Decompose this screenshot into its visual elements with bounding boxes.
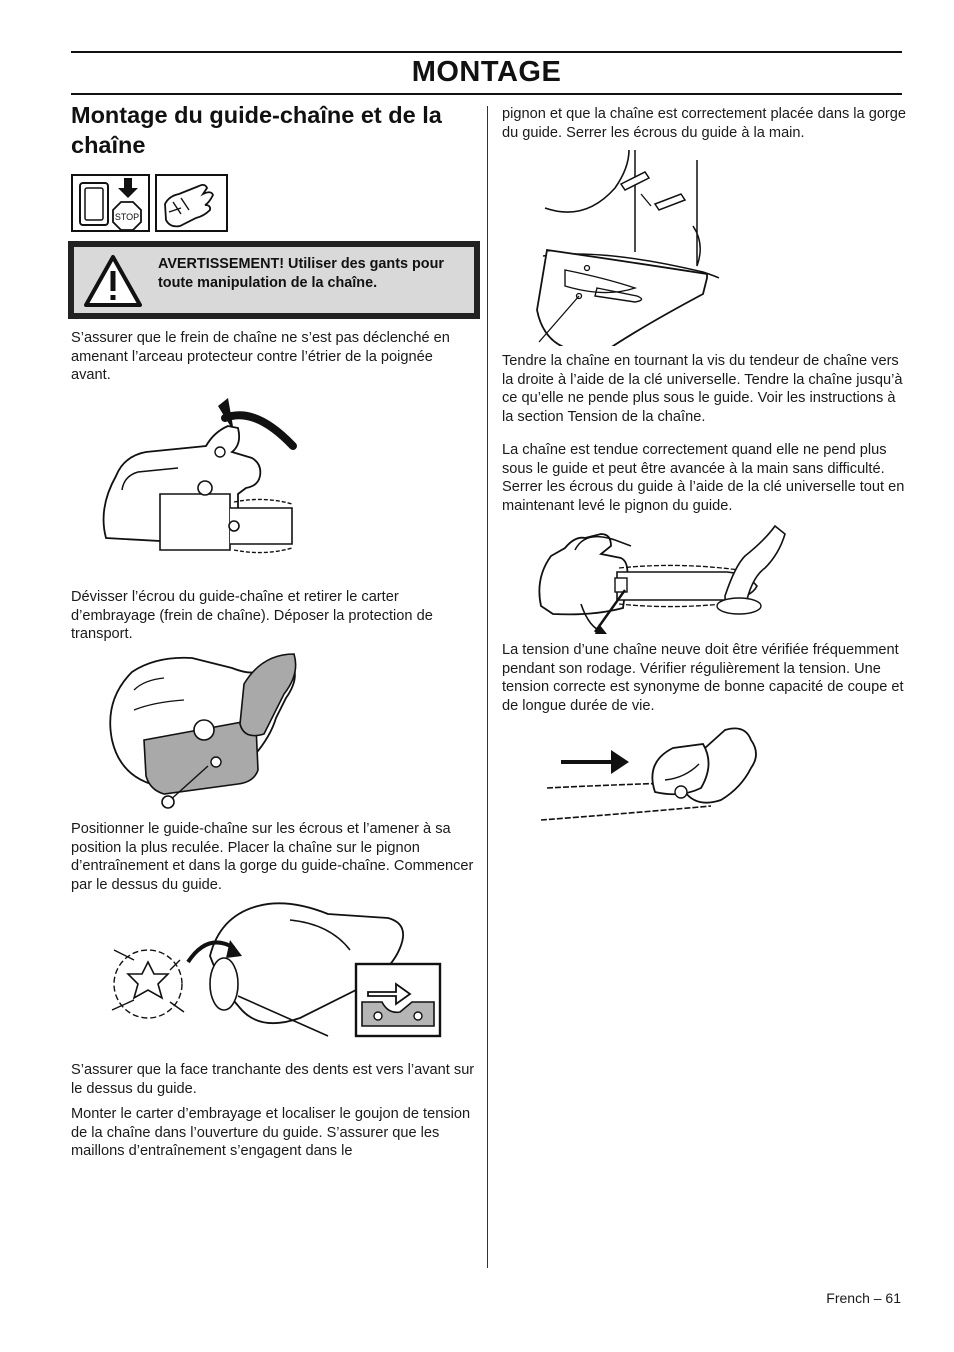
stop-sign-label: STOP — [114, 212, 140, 222]
gloves-icon — [155, 174, 228, 232]
paragraph-new-chain: La tension d’une chaîne neuve doit être vérifiée fréquemment pendant son rodage. Vérifier régulièrement la tension. Une tension correcte est synonyme de bonne capacité de coupe et de longue durée de vie. — [502, 642, 904, 714]
header-rule-bottom — [71, 93, 902, 95]
paragraph-correct-tension: La chaîne est tendue correctement quand elle ne pend plus sous le guide et peut être avancée à la main sans difficulté. Serrer les écrous du guide à l’aide de la clé universelle tout en maintenant levé le pignon du guide. — [502, 442, 905, 514]
paragraph-tension-chain: Tendre la chaîne en tournant la vis du tendeur de chaîne vers la droite à l’aide de la clé universelle. Tendre la chaîne jusqu’à ce qu’elle ne pende plus sous le guide. Voir les instructions à la section Tension de la chaîne. — [502, 353, 903, 425]
glove-pulling-chain-illustration — [535, 720, 765, 830]
paragraph-remove-cover: Dévisser l’écrou du guide-chaîne et retirer le carter d’embrayage (frein de chaîne). Déposer la protection de transport. — [71, 589, 433, 643]
paragraph-sprocket-fit: pignon et que la chaîne est correctement placée dans la gorge du guide. Serrer les écrous du guide à la main. — [502, 106, 907, 141]
page-footer: French – 61 — [826, 1290, 901, 1306]
guide-bar-closeup-illustration — [535, 150, 720, 346]
warning-box — [68, 241, 480, 319]
clutch-cover-illustration — [104, 650, 304, 812]
paragraph-position-guide: Positionner le guide-chaîne sur les écrous et l’amener à sa position la plus reculée. Placer la chaîne sur le pignon d’entraînement et dans la gorge du guide-chaîne. Commencer par le dessus du guide. — [71, 821, 474, 893]
header-rule-top — [71, 51, 902, 53]
chain-sprocket-illustration — [100, 900, 445, 1040]
chainsaw-brake-illustration — [100, 390, 305, 570]
paragraph-mount-cover: Monter le carter d’embrayage et localiser le goujon de tension de la chaîne dans l’ouverture du guide. S’assurer que les maillons d’entraînement s’engagent dans le — [71, 1106, 471, 1160]
stop-switch-icon — [71, 174, 150, 232]
section-title: MONTAGE — [411, 56, 562, 88]
chainsaw-tensioning-illustration — [535, 520, 795, 635]
paragraph-brake-check: S’assurer que le frein de chaîne ne s’est pas déclenché en amenant l’arceau protecteur contre l’étrier de la poignée avant. — [71, 330, 450, 384]
warning-text: AVERTISSEMENT! Utiliser des gants pour toute manipulation de la chaîne. — [158, 256, 444, 291]
paragraph-teeth-direction: S’assurer que la face tranchante des dents est vers l’avant sur le dessus du guide. — [71, 1062, 475, 1097]
warning-triangle-icon — [82, 253, 144, 309]
page-heading: Montage du guide-chaîne et de la chaîne — [71, 102, 442, 158]
column-divider — [487, 106, 488, 1268]
